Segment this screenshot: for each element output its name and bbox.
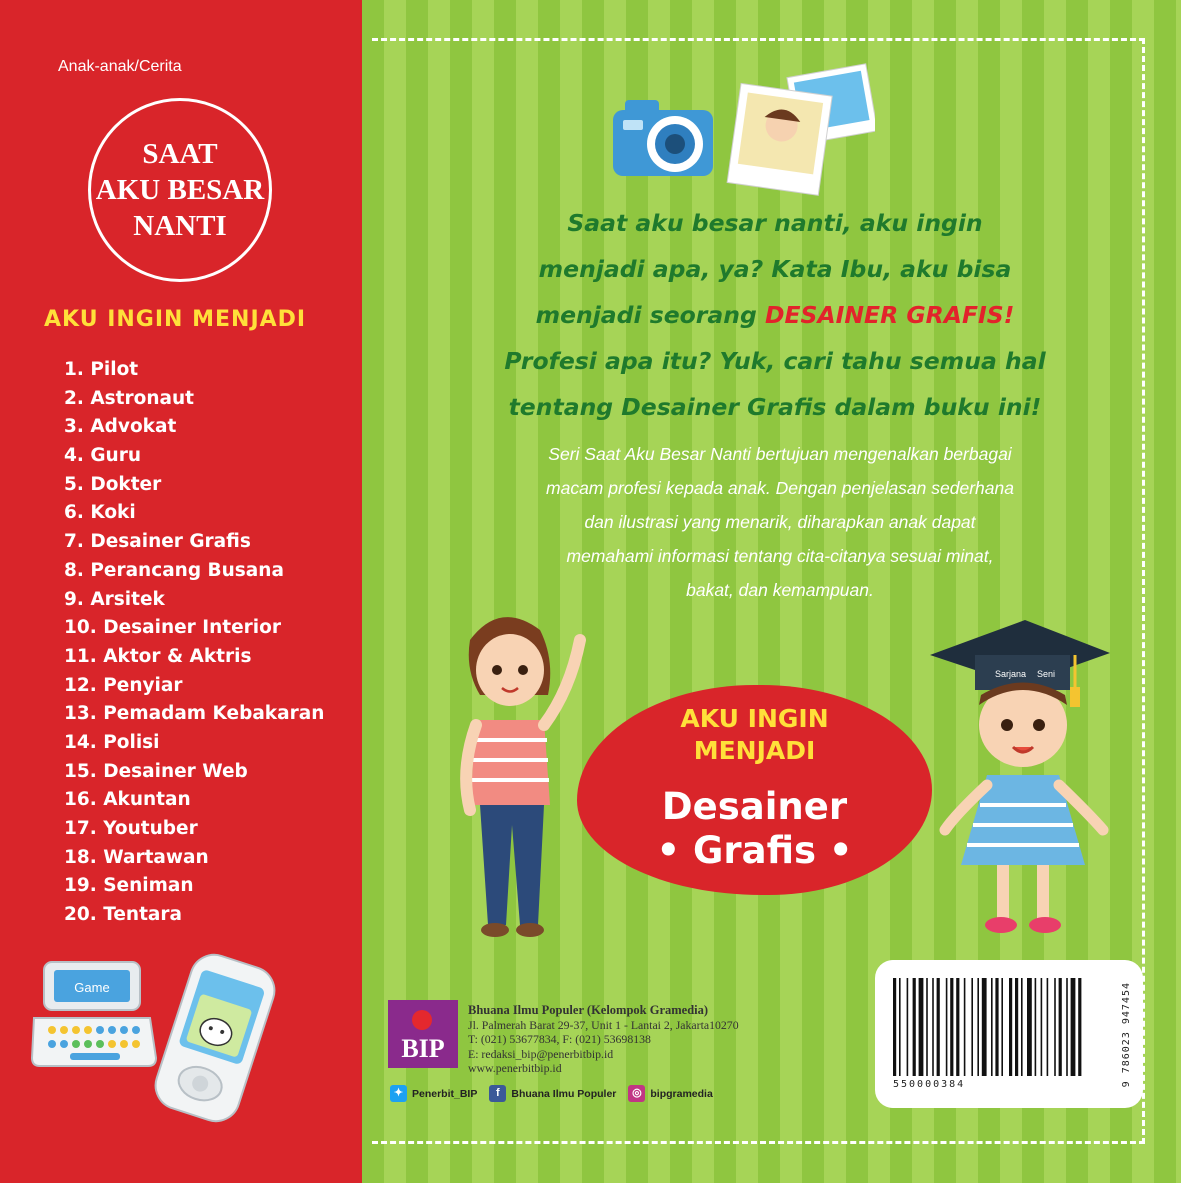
barcode-bar	[893, 978, 896, 1076]
list-item: 6. Koki	[64, 502, 136, 524]
barcode-bar	[946, 978, 948, 1076]
publisher-name: Bhuana Ilmu Populer (Kelompok Gramedia)	[468, 1003, 709, 1017]
barcode-bar	[1001, 978, 1003, 1076]
description-line: macam profesi kepada anak. Dengan penjelasan sederhana	[546, 478, 1014, 498]
list-item: 18. Wartawan	[64, 846, 209, 868]
barcode-bar	[1027, 978, 1032, 1076]
barcode-bar	[1015, 978, 1018, 1076]
instagram-link[interactable]	[628, 1085, 712, 1102]
barcode-bar	[1071, 978, 1076, 1076]
left-panel	[0, 0, 362, 1183]
laptop-toy-illustration	[30, 958, 160, 1078]
series-title-circle	[88, 98, 272, 282]
intro-line-2: menjadi apa, ya? Kata Ibu, aku bisa	[538, 255, 1012, 283]
cap-label-left: Sarjana	[995, 669, 1027, 679]
series-description	[440, 437, 1120, 607]
barcode-bar	[995, 978, 998, 1076]
barcode-bar	[1059, 978, 1062, 1076]
barcode-bar	[913, 978, 916, 1076]
book-title-yellow	[577, 703, 932, 767]
list-heading: AKU INGIN MENJADI	[44, 307, 307, 332]
description-line: Seri Saat Aku Besar Nanti bertujuan mengenalkan berbagai	[548, 444, 1012, 464]
barcode-right-number: 9 786023 947454	[1121, 982, 1132, 1088]
list-item: 12. Penyiar	[64, 674, 183, 696]
list-item: 2. Astronaut	[64, 387, 195, 409]
girl-graduate-illustration	[925, 615, 1115, 945]
list-item: 4. Guru	[64, 445, 141, 467]
barcode-bar	[907, 978, 909, 1076]
publisher-phone: T: (021) 53677834, F: (021) 53698138	[468, 1032, 651, 1046]
facebook-icon: f	[489, 1085, 506, 1102]
barcode-bar	[964, 978, 966, 1076]
category-label: Anak-anak/Cerita	[58, 58, 182, 75]
book-title-line-4: • Grafis •	[656, 829, 853, 872]
intro-line-5: tentang Desainer Grafis dalam buku ini!	[508, 393, 1042, 421]
list-item: 10. Desainer Interior	[64, 617, 281, 639]
list-item: 11. Aktor & Aktris	[64, 645, 252, 667]
barcode-bar	[1009, 978, 1012, 1076]
bip-logo	[388, 1000, 458, 1068]
book-title-badge	[577, 685, 932, 895]
logo-dot-icon	[412, 1010, 432, 1030]
list-item: 7. Desainer Grafis	[64, 531, 251, 553]
intro-text	[430, 200, 1120, 430]
list-item: 17. Youtuber	[64, 818, 198, 839]
list-item: 5. Dokter	[64, 473, 162, 495]
twitter-icon: ✦	[390, 1085, 407, 1102]
series-title-line-3: NANTI	[133, 210, 227, 242]
publisher-info	[468, 1003, 739, 1076]
barcode-bar	[956, 978, 959, 1076]
girl-pointing-illustration	[440, 600, 590, 950]
list-item: 1. Pilot	[64, 359, 139, 380]
list-item: 20. Tentara	[64, 904, 183, 926]
instagram-handle: bipgramedia	[650, 1087, 713, 1100]
book-title-line-3: Desainer	[661, 785, 848, 828]
intro-line-1: Saat aku besar nanti, aku ingin	[567, 209, 983, 237]
barcode-bar	[1035, 978, 1037, 1076]
facebook-link[interactable]	[489, 1085, 616, 1102]
barcode-bar	[950, 978, 953, 1076]
description-line: dan ilustrasi yang menarik, diharapkan anak dapat	[584, 512, 976, 532]
barcode-bar	[919, 978, 924, 1076]
publisher-email: E: redaksi_bip@penerbitbip.id	[468, 1046, 614, 1061]
social-links	[390, 1085, 713, 1102]
instagram-icon: ◎	[628, 1085, 645, 1102]
description-line: bakat, dan kemampuan.	[686, 580, 874, 600]
logo-text: BIP	[401, 1034, 445, 1063]
barcode-left-number: 550000384	[893, 1079, 966, 1090]
intro-line-3	[430, 292, 1120, 338]
barcode-bar	[1021, 978, 1023, 1076]
list-item: 13. Pemadam Kebakaran	[64, 703, 325, 725]
barcode-bar	[1054, 978, 1056, 1076]
handheld-device-illustration	[150, 948, 280, 1128]
list-item: 15. Desainer Web	[64, 760, 248, 782]
barcode-bar	[932, 978, 934, 1076]
description-line: memahami informasi tentang cita-citanya sesuai minat,	[566, 546, 994, 566]
list-item: 9. Arsitek	[64, 588, 165, 610]
barcode-bar	[991, 978, 993, 1076]
list-item: 16. Akuntan	[64, 789, 191, 811]
publisher-address: Jl. Palmerah Barat 29-37, Unit 1 - Lantai 2, Jakarta10270	[468, 1017, 739, 1032]
barcode-bar	[1041, 978, 1043, 1076]
barcode	[893, 978, 1115, 1076]
twitter-link[interactable]	[390, 1085, 477, 1102]
barcode-bar	[982, 978, 987, 1076]
barcode-bar	[1047, 978, 1049, 1076]
intro-line-4: Profesi apa itu? Yuk, cari tahu semua hal	[504, 347, 1046, 375]
game-screen-label: Game	[74, 980, 110, 995]
barcode-bar	[971, 978, 973, 1076]
barcode-bar	[1066, 978, 1068, 1076]
profession-list	[64, 356, 324, 930]
book-title-white	[577, 785, 932, 873]
barcode-bar	[926, 978, 928, 1076]
barcode-card	[875, 960, 1143, 1108]
twitter-handle: Penerbit_BIP	[412, 1087, 478, 1100]
list-item: 8. Perancang Busana	[64, 559, 284, 581]
cap-label-right: Seni	[1037, 669, 1056, 679]
barcode-bar	[1078, 978, 1081, 1076]
book-title-line-2: MENJADI	[693, 736, 816, 765]
list-item: 19. Seniman	[64, 875, 194, 897]
list-item: 3. Advokat	[64, 416, 177, 438]
barcode-bar	[899, 978, 901, 1076]
publisher-web: www.penerbitbip.id	[468, 1061, 562, 1075]
barcode-bar	[977, 978, 979, 1076]
facebook-handle: Bhuana Ilmu Populer	[511, 1087, 617, 1100]
intro-line-3-prefix: menjadi seorang	[535, 301, 765, 329]
intro-highlight: DESAINER GRAFIS!	[764, 301, 1015, 329]
camera-photo-illustration	[605, 60, 875, 200]
series-title-line-2: AKU BESAR	[95, 174, 265, 206]
book-title-line-1: AKU INGIN	[680, 704, 829, 733]
list-item: 14. Polisi	[64, 731, 160, 753]
barcode-bar	[937, 978, 940, 1076]
series-title-line-1: SAAT	[142, 138, 218, 170]
